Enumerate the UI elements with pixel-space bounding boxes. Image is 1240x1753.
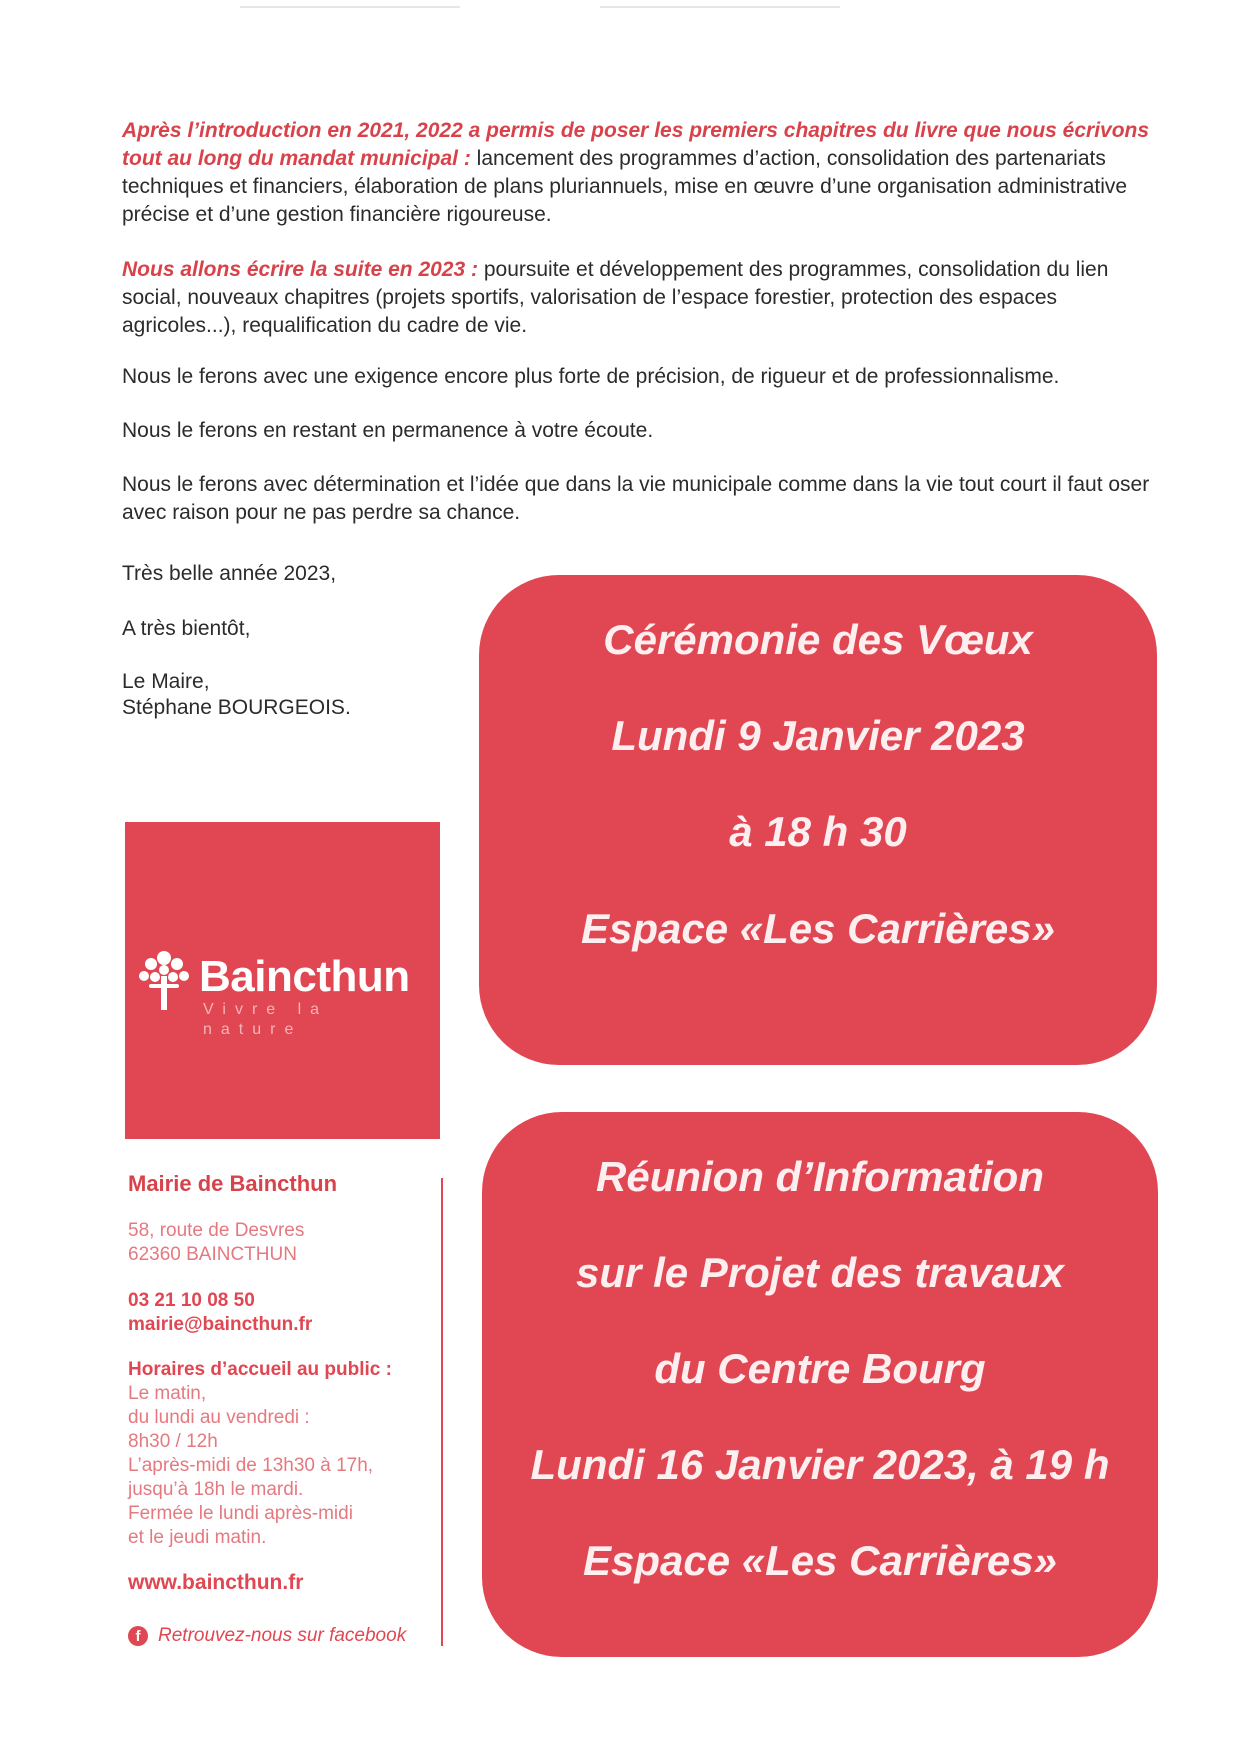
event-date: Lundi 9 Janvier 2023 bbox=[611, 712, 1025, 759]
hours-title: Horaires d’accueil au public : bbox=[128, 1359, 392, 1380]
facebook-link[interactable] bbox=[128, 1625, 406, 1647]
hours-line: L’après-midi de 13h30 à 17h, bbox=[128, 1455, 374, 1476]
event-subtitle: sur le Projet des travaux bbox=[576, 1249, 1064, 1296]
paragraph-precision: Nous le ferons avec une exigence encore plus forte de précision, de rigueur et de professionnalisme. bbox=[122, 365, 1060, 388]
closing-farewell: A très bientôt, bbox=[122, 617, 251, 640]
intro-body: lancement des programmes d’action, consolidation des partenariats techniques et financiers, élaboration de plans pluriannuels, mise en œuvre d’une organisation administrative précise et d’une gestion financière rigoureuse. bbox=[122, 147, 1128, 226]
contact-address-street: 58, route de Desvres bbox=[128, 1220, 305, 1241]
event-time: à 18 h 30 bbox=[729, 808, 907, 855]
hours-line: jusqu’à 18h le mardi. bbox=[128, 1479, 304, 1500]
event-date-time: Lundi 16 Janvier 2023, à 19 h bbox=[530, 1441, 1110, 1488]
facebook-icon: f bbox=[128, 1626, 148, 1646]
scan-artifact bbox=[240, 6, 460, 8]
hours-line: 8h30 / 12h bbox=[128, 1431, 218, 1452]
contact-phone: 03 21 10 08 50 bbox=[128, 1290, 255, 1311]
intro-lead: Après l’introduction en 2021, 2022 a permis de poser les premiers chapitres du livre que nous écrivons tout au long du mandat municipal : bbox=[122, 119, 1150, 170]
hours-line: Le matin, bbox=[128, 1383, 207, 1404]
contact-email[interactable]: mairie@baincthun.fr bbox=[128, 1314, 313, 1335]
paragraph-ecoute: Nous le ferons en restant en permanence à votre écoute. bbox=[122, 419, 654, 442]
event-location: Espace «Les Carrières» bbox=[583, 1537, 1057, 1584]
paragraph-determination: Nous le ferons avec détermination et l’idée que dans la vie municipale comme dans la vie tout court il faut oser avec raison pour ne pas perdre sa chance. bbox=[122, 473, 1150, 524]
tree-icon bbox=[135, 948, 193, 1012]
hours-line: Fermée le lundi après-midi bbox=[128, 1503, 353, 1524]
event-subtitle-2: du Centre Bourg bbox=[654, 1345, 986, 1392]
contact-title: Mairie de Baincthun bbox=[128, 1171, 338, 1196]
signature-role: Le Maire, bbox=[122, 670, 210, 693]
hours-line: du lundi au vendredi : bbox=[128, 1407, 310, 1428]
event-title: Réunion d’Information bbox=[596, 1153, 1044, 1200]
intro-paragraph bbox=[122, 117, 1154, 229]
scan-artifact bbox=[600, 6, 840, 8]
contact-address-city: 62360 BAINCTHUN bbox=[128, 1244, 297, 1265]
event-card-reunion bbox=[482, 1112, 1158, 1657]
website-link[interactable]: www.baincthun.fr bbox=[128, 1571, 304, 1594]
logo-wordmark: Baincthun bbox=[199, 952, 410, 1001]
facebook-label: Retrouvez-nous sur facebook bbox=[158, 1625, 407, 1646]
event-location: Espace «Les Carrières» bbox=[581, 905, 1055, 952]
signature-name: Stéphane BOURGEOIS. bbox=[122, 696, 351, 719]
baincthun-logo bbox=[125, 822, 440, 1139]
suite-paragraph bbox=[122, 256, 1154, 340]
suite-body: poursuite et développement des programmes, consolidation du lien social, nouveaux chapitres (projets sportifs, valorisation de l’espace forestier, protection des espaces agricoles...), requalification du cadre de vie. bbox=[122, 258, 1109, 337]
event-title: Cérémonie des Vœux bbox=[603, 616, 1033, 663]
contact-divider bbox=[441, 1178, 443, 1646]
hours-line: et le jeudi matin. bbox=[128, 1527, 267, 1548]
closing-greeting: Très belle année 2023, bbox=[122, 562, 337, 585]
logo-tagline: Vivre la nature bbox=[203, 1001, 329, 1038]
event-card-ceremonie bbox=[479, 575, 1157, 1065]
suite-lead: Nous allons écrire la suite en 2023 : bbox=[122, 258, 478, 281]
